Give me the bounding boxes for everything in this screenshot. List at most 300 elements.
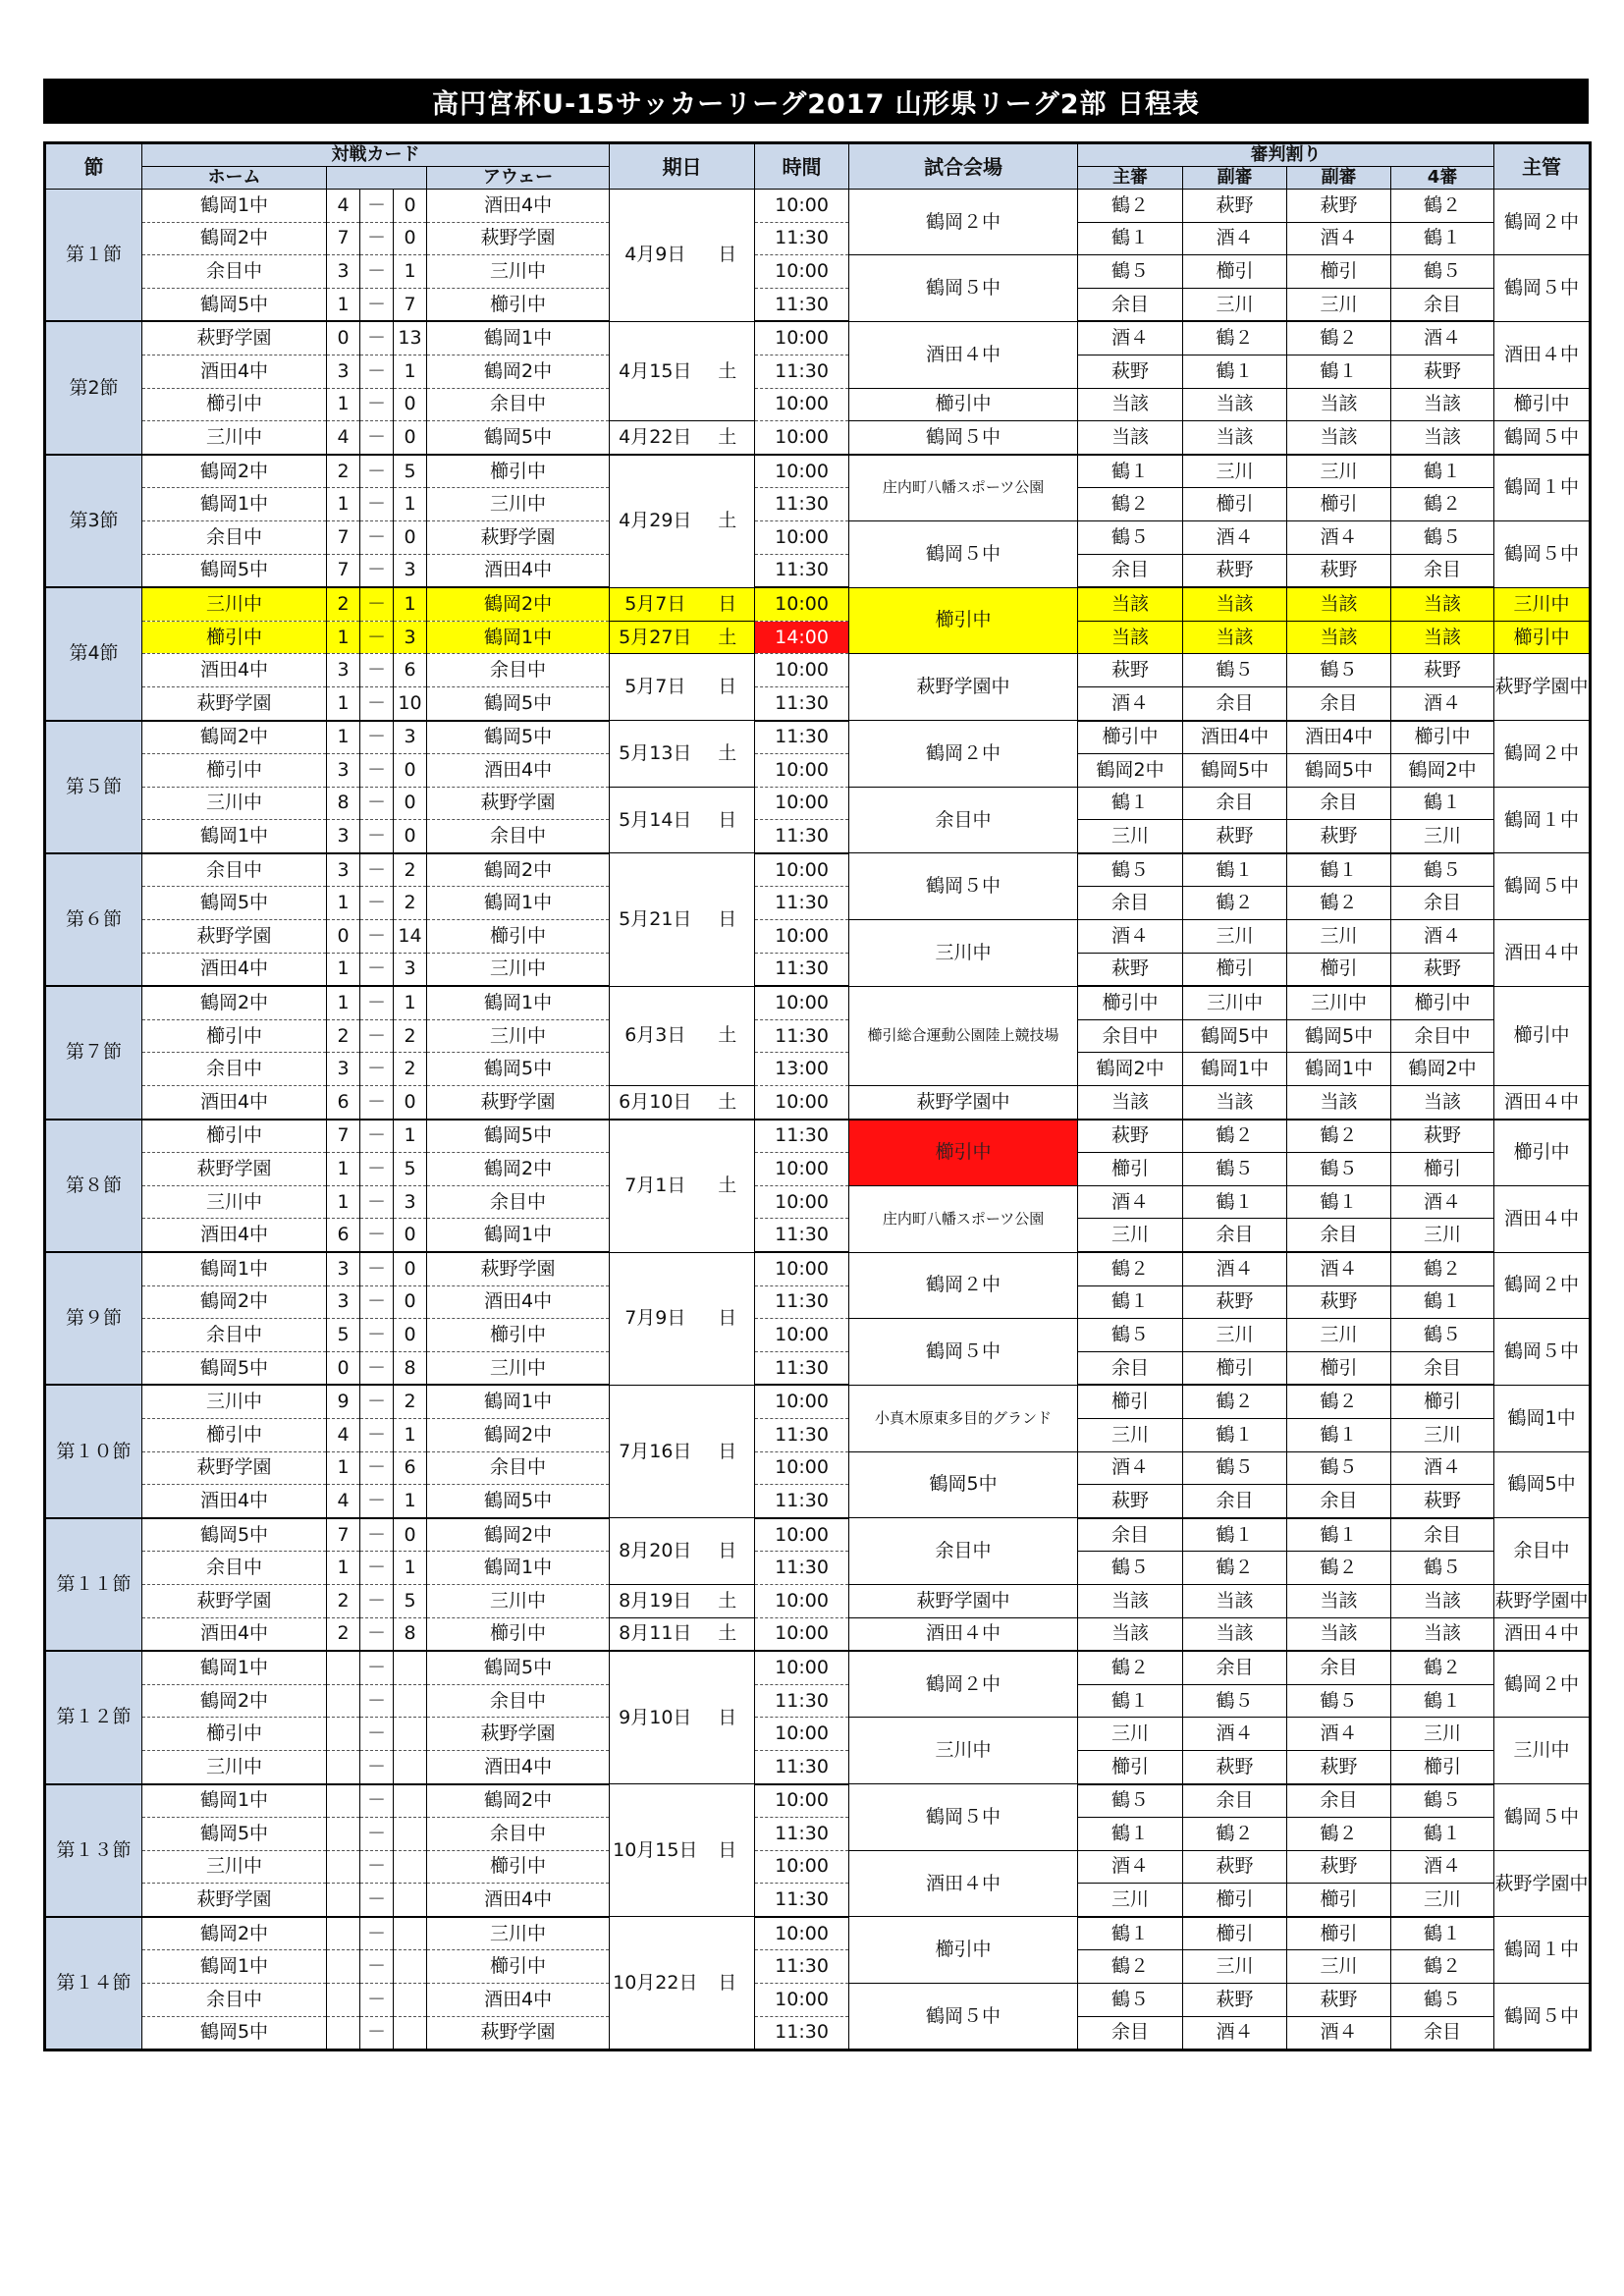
- home-team: 萩野学園: [142, 321, 327, 355]
- table-row: [45, 1950, 1591, 1984]
- away-team: 鶴岡5中: [427, 686, 610, 720]
- match-supervisor: 三川中: [1494, 1718, 1591, 1784]
- home-team: 萩野学園: [142, 920, 327, 954]
- assistant-referee-2: 鶴１: [1287, 355, 1391, 388]
- match-date: 4月9日: [610, 190, 701, 322]
- score-dash: －: [360, 388, 394, 421]
- main-referee: 鶴２: [1078, 488, 1183, 521]
- match-day: 土: [701, 455, 755, 587]
- match-venue: 萩野学園中: [849, 1086, 1078, 1120]
- home-score: 1: [327, 686, 360, 720]
- home-team: 鶴岡5中: [142, 288, 327, 321]
- match-day: 日: [701, 587, 755, 621]
- match-supervisor: 萩野学園中: [1494, 1584, 1591, 1617]
- assistant-referee-2: 当該: [1287, 587, 1391, 621]
- match-date: 5月7日: [610, 587, 701, 621]
- match-venue: 鶴岡５中: [849, 520, 1078, 587]
- home-score: 1: [327, 1451, 360, 1485]
- table-row: [45, 1917, 1591, 1950]
- match-time: 11:30: [755, 1552, 849, 1585]
- score-dash: －: [360, 222, 394, 255]
- away-score: 3: [394, 953, 427, 986]
- assistant-referee-2: 鶴２: [1287, 1818, 1391, 1851]
- main-referee: 櫛引中: [1078, 721, 1183, 754]
- fourth-official: 当該: [1391, 421, 1494, 455]
- match-day: 土: [701, 1120, 755, 1252]
- match-supervisor: 酒田４中: [1494, 920, 1591, 987]
- assistant-referee-1: 酒４: [1183, 2016, 1287, 2050]
- home-team: 余目中: [142, 1053, 327, 1086]
- home-score: 2: [327, 587, 360, 621]
- away-score: [394, 1984, 427, 2017]
- away-team: 鶴岡5中: [427, 1485, 610, 1518]
- match-time: 10:00: [755, 654, 849, 687]
- match-venue: 櫛引中: [849, 1120, 1078, 1186]
- fourth-official: 鶴２: [1391, 488, 1494, 521]
- home-score: 6: [327, 1219, 360, 1252]
- away-team: 余目中: [427, 1684, 610, 1718]
- main-referee: 鶴５: [1078, 1984, 1183, 2017]
- away-team: 酒田4中: [427, 1285, 610, 1319]
- away-score: 3: [394, 721, 427, 754]
- home-score: 3: [327, 355, 360, 388]
- table-row: [45, 1153, 1591, 1186]
- match-venue: 余目中: [849, 1518, 1078, 1585]
- table-row: [45, 1584, 1591, 1617]
- home-score: [327, 1818, 360, 1851]
- main-referee: 酒４: [1078, 1185, 1183, 1219]
- assistant-referee-1: 余目: [1183, 1784, 1287, 1818]
- match-day: 日: [701, 787, 755, 853]
- match-time: 11:30: [755, 488, 849, 521]
- assistant-referee-2: 萩野: [1287, 1750, 1391, 1783]
- assistant-referee-2: 萩野: [1287, 1285, 1391, 1319]
- home-score: 3: [327, 1252, 360, 1285]
- away-score: 2: [394, 1019, 427, 1053]
- main-referee: 鶴５: [1078, 1319, 1183, 1352]
- score-dash: －: [360, 1351, 394, 1385]
- away-score: 3: [394, 554, 427, 587]
- match-time: 11:30: [755, 1120, 849, 1153]
- home-score: 3: [327, 255, 360, 289]
- away-score: 0: [394, 222, 427, 255]
- fourth-official: 当該: [1391, 621, 1494, 654]
- main-referee: 萩野: [1078, 1120, 1183, 1153]
- assistant-referee-1: 酒４: [1183, 1718, 1287, 1751]
- away-score: 6: [394, 654, 427, 687]
- round-label: 第９節: [45, 1252, 142, 1385]
- score-dash: －: [360, 1552, 394, 1585]
- fourth-official: 櫛引: [1391, 1385, 1494, 1418]
- fourth-official: 余目: [1391, 2016, 1494, 2050]
- header-home: ホーム: [142, 167, 327, 190]
- score-dash: －: [360, 654, 394, 687]
- match-day: 日: [701, 654, 755, 721]
- match-time: 11:30: [755, 1750, 849, 1783]
- main-referee: 当該: [1078, 621, 1183, 654]
- main-referee: 鶴２: [1078, 190, 1183, 223]
- header-time: 時間: [755, 143, 849, 190]
- table-header: [45, 143, 1591, 190]
- assistant-referee-2: 鶴５: [1287, 654, 1391, 687]
- score-dash: －: [360, 853, 394, 887]
- assistant-referee-1: 萩野: [1183, 1984, 1287, 2017]
- away-team: 鶴岡5中: [427, 721, 610, 754]
- main-referee: 余目: [1078, 288, 1183, 321]
- away-score: [394, 1917, 427, 1950]
- header-round: 節: [45, 143, 142, 190]
- away-score: 0: [394, 1285, 427, 1319]
- match-day: 日: [701, 1651, 755, 1783]
- score-dash: －: [360, 1219, 394, 1252]
- main-referee: 鶴５: [1078, 853, 1183, 887]
- match-venue: 櫛引中: [849, 1917, 1078, 1984]
- match-time: 10:00: [755, 421, 849, 455]
- table-row: [45, 255, 1591, 289]
- match-time: 11:30: [755, 820, 849, 853]
- fourth-official: 余目: [1391, 288, 1494, 321]
- score-dash: －: [360, 255, 394, 289]
- assistant-referee-2: 櫛引: [1287, 953, 1391, 986]
- main-referee: 櫛引中: [1078, 986, 1183, 1019]
- away-team: 鶴岡1中: [427, 1552, 610, 1585]
- home-team: 櫛引中: [142, 621, 327, 654]
- header-score: [327, 167, 427, 190]
- away-team: 櫛引中: [427, 1950, 610, 1984]
- match-time: 11:30: [755, 1351, 849, 1385]
- away-team: 萩野学園: [427, 1718, 610, 1751]
- away-team: 余目中: [427, 1185, 610, 1219]
- fourth-official: 鶴５: [1391, 520, 1494, 554]
- fourth-official: 三川: [1391, 1219, 1494, 1252]
- home-team: 酒田4中: [142, 355, 327, 388]
- home-team: 鶴岡5中: [142, 1818, 327, 1851]
- main-referee: 萩野: [1078, 654, 1183, 687]
- main-referee: 三川: [1078, 820, 1183, 853]
- score-dash: －: [360, 1252, 394, 1285]
- away-team: 三川中: [427, 255, 610, 289]
- assistant-referee-1: 櫛引: [1183, 255, 1287, 289]
- home-team: 余目中: [142, 520, 327, 554]
- score-dash: －: [360, 288, 394, 321]
- assistant-referee-1: 萩野: [1183, 1285, 1287, 1319]
- match-time: 10:00: [755, 1451, 849, 1485]
- match-date: 4月29日: [610, 455, 701, 587]
- home-team: 鶴岡1中: [142, 1651, 327, 1684]
- away-team: 萩野学園: [427, 787, 610, 820]
- home-team: 萩野学園: [142, 1451, 327, 1485]
- match-time: 11:30: [755, 1285, 849, 1319]
- away-score: 14: [394, 920, 427, 954]
- match-day: 土: [701, 986, 755, 1085]
- home-score: [327, 1917, 360, 1950]
- score-dash: －: [360, 1385, 394, 1418]
- fourth-official: 鶴５: [1391, 1552, 1494, 1585]
- table-row: [45, 686, 1591, 720]
- away-score: 0: [394, 1219, 427, 1252]
- home-score: 7: [327, 554, 360, 587]
- match-venue: 鶴岡２中: [849, 190, 1078, 255]
- match-venue: 酒田４中: [849, 1617, 1078, 1651]
- table-row: [45, 1120, 1591, 1153]
- assistant-referee-2: 余目: [1287, 1651, 1391, 1684]
- assistant-referee-1: 鶴２: [1183, 1120, 1287, 1153]
- assistant-referee-2: 萩野: [1287, 1850, 1391, 1884]
- fourth-official: 余目中: [1391, 1019, 1494, 1053]
- away-team: 余目中: [427, 1451, 610, 1485]
- match-time: 13:00: [755, 1053, 849, 1086]
- match-time: 10:00: [755, 1651, 849, 1684]
- match-venue: 鶴岡２中: [849, 1651, 1078, 1718]
- away-team: 鶴岡2中: [427, 1518, 610, 1552]
- assistant-referee-2: 当該: [1287, 421, 1391, 455]
- home-score: [327, 1984, 360, 2017]
- table-row: [45, 587, 1591, 621]
- home-team: 鶴岡5中: [142, 554, 327, 587]
- fourth-official: 当該: [1391, 1584, 1494, 1617]
- main-referee: 酒４: [1078, 920, 1183, 954]
- home-score: 1: [327, 1185, 360, 1219]
- away-team: 萩野学園: [427, 2016, 610, 2050]
- home-team: 三川中: [142, 1750, 327, 1783]
- score-dash: －: [360, 355, 394, 388]
- score-dash: －: [360, 455, 394, 488]
- match-time: 10:00: [755, 754, 849, 788]
- assistant-referee-1: 酒田4中: [1183, 721, 1287, 754]
- match-time: 14:00: [755, 621, 849, 654]
- assistant-referee-1: 萩野: [1183, 1850, 1287, 1884]
- score-dash: －: [360, 754, 394, 788]
- assistant-referee-2: 鶴２: [1287, 887, 1391, 920]
- assistant-referee-2: 酒４: [1287, 222, 1391, 255]
- main-referee: 余目: [1078, 554, 1183, 587]
- table-row: [45, 1984, 1591, 2017]
- main-referee: 余目: [1078, 887, 1183, 920]
- score-dash: －: [360, 1818, 394, 1851]
- fourth-official: 当該: [1391, 587, 1494, 621]
- main-referee: 鶴５: [1078, 1552, 1183, 1585]
- score-dash: －: [360, 2016, 394, 2050]
- away-team: 鶴岡2中: [427, 355, 610, 388]
- match-venue: 萩野学園中: [849, 654, 1078, 721]
- assistant-referee-1: 鶴２: [1183, 321, 1287, 355]
- home-score: [327, 1684, 360, 1718]
- match-time: 11:30: [755, 1418, 849, 1451]
- away-team: 萩野学園: [427, 1252, 610, 1285]
- main-referee: 余目中: [1078, 1019, 1183, 1053]
- fourth-official: 鶴５: [1391, 853, 1494, 887]
- table-row: [45, 355, 1591, 388]
- match-date: 8月19日: [610, 1584, 701, 1617]
- table-row: [45, 1651, 1591, 1684]
- assistant-referee-1: 余目: [1183, 1485, 1287, 1518]
- away-team: 余目中: [427, 820, 610, 853]
- fourth-official: 鶴１: [1391, 1818, 1494, 1851]
- match-day: 日: [701, 1252, 755, 1385]
- assistant-referee-1: 鶴５: [1183, 1451, 1287, 1485]
- home-score: 1: [327, 1153, 360, 1186]
- away-score: [394, 1884, 427, 1917]
- away-score: 1: [394, 488, 427, 521]
- home-score: 2: [327, 1617, 360, 1651]
- main-referee: 三川: [1078, 1718, 1183, 1751]
- match-day: 土: [701, 621, 755, 654]
- away-score: 2: [394, 853, 427, 887]
- main-referee: 鶴１: [1078, 1285, 1183, 1319]
- away-team: 鶴岡2中: [427, 587, 610, 621]
- away-score: 5: [394, 1153, 427, 1186]
- home-score: 3: [327, 853, 360, 887]
- assistant-referee-1: 当該: [1183, 1584, 1287, 1617]
- away-score: 0: [394, 421, 427, 455]
- assistant-referee-1: 当該: [1183, 421, 1287, 455]
- score-dash: －: [360, 920, 394, 954]
- header-card: 対戦カード: [142, 143, 610, 167]
- assistant-referee-1: 萩野: [1183, 1750, 1287, 1783]
- main-referee: 鶴岡2中: [1078, 754, 1183, 788]
- match-time: 11:30: [755, 1950, 849, 1984]
- main-referee: 当該: [1078, 587, 1183, 621]
- assistant-referee-2: 当該: [1287, 1086, 1391, 1120]
- away-score: [394, 2016, 427, 2050]
- score-dash: －: [360, 1185, 394, 1219]
- home-team: 酒田4中: [142, 1086, 327, 1120]
- assistant-referee-1: 三川: [1183, 1319, 1287, 1352]
- assistant-referee-1: 鶴岡5中: [1183, 754, 1287, 788]
- match-day: 日: [701, 1917, 755, 2050]
- round-label: 第2節: [45, 321, 142, 454]
- header-fourth: 4審: [1391, 167, 1494, 190]
- table-row: [45, 953, 1591, 986]
- away-team: 櫛引中: [427, 1850, 610, 1884]
- home-score: 1: [327, 953, 360, 986]
- match-time: 11:30: [755, 1818, 849, 1851]
- assistant-referee-2: 櫛引: [1287, 1351, 1391, 1385]
- main-referee: 当該: [1078, 388, 1183, 421]
- match-supervisor: 鶴岡２中: [1494, 1651, 1591, 1718]
- away-team: 三川中: [427, 1019, 610, 1053]
- home-team: 萩野学園: [142, 686, 327, 720]
- home-score: 3: [327, 654, 360, 687]
- match-time: 11:30: [755, 887, 849, 920]
- away-score: 1: [394, 1552, 427, 1585]
- away-score: 13: [394, 321, 427, 355]
- home-team: 酒田4中: [142, 1617, 327, 1651]
- fourth-official: 鶴１: [1391, 1285, 1494, 1319]
- table-row: [45, 754, 1591, 788]
- away-score: 0: [394, 1252, 427, 1285]
- match-time: 10:00: [755, 787, 849, 820]
- main-referee: 鶴５: [1078, 520, 1183, 554]
- match-day: 土: [701, 421, 755, 455]
- fourth-official: 酒４: [1391, 1850, 1494, 1884]
- table-row: [45, 1219, 1591, 1252]
- match-supervisor: 酒田４中: [1494, 1086, 1591, 1120]
- match-date: 4月15日: [610, 321, 701, 420]
- home-score: [327, 1784, 360, 1818]
- home-team: 余目中: [142, 255, 327, 289]
- away-score: 0: [394, 1518, 427, 1552]
- match-venue: 萩野学園中: [849, 1584, 1078, 1617]
- home-score: 1: [327, 721, 360, 754]
- match-time: 10:00: [755, 1518, 849, 1552]
- score-dash: －: [360, 1784, 394, 1818]
- table-row: [45, 520, 1591, 554]
- match-venue: 三川中: [849, 1718, 1078, 1784]
- away-team: 鶴岡1中: [427, 321, 610, 355]
- home-score: [327, 1850, 360, 1884]
- fourth-official: 余目: [1391, 887, 1494, 920]
- assistant-referee-2: 鶴５: [1287, 1153, 1391, 1186]
- match-date: 5月13日: [610, 721, 701, 788]
- away-score: 1: [394, 1120, 427, 1153]
- away-score: 1: [394, 1485, 427, 1518]
- home-team: 三川中: [142, 787, 327, 820]
- home-score: 8: [327, 787, 360, 820]
- match-time: 10:00: [755, 1153, 849, 1186]
- assistant-referee-2: 萩野: [1287, 190, 1391, 223]
- main-referee: 萩野: [1078, 953, 1183, 986]
- match-supervisor: 鶴岡５中: [1494, 421, 1591, 455]
- assistant-referee-1: 鶴１: [1183, 853, 1287, 887]
- away-team: 萩野学園: [427, 520, 610, 554]
- score-dash: －: [360, 1451, 394, 1485]
- main-referee: 鶴１: [1078, 222, 1183, 255]
- assistant-referee-1: 鶴５: [1183, 1684, 1287, 1718]
- assistant-referee-2: 鶴岡1中: [1287, 1053, 1391, 1086]
- home-team: 鶴岡5中: [142, 887, 327, 920]
- match-date: 10月22日: [610, 1917, 701, 2050]
- main-referee: 当該: [1078, 421, 1183, 455]
- table-row: [45, 1185, 1591, 1219]
- home-team: 三川中: [142, 587, 327, 621]
- home-team: 櫛引中: [142, 1019, 327, 1053]
- home-team: 余目中: [142, 1984, 327, 2017]
- home-score: 3: [327, 1285, 360, 1319]
- away-team: 櫛引中: [427, 1319, 610, 1352]
- score-dash: －: [360, 520, 394, 554]
- home-score: 4: [327, 1418, 360, 1451]
- match-time: 10:00: [755, 853, 849, 887]
- match-supervisor: 酒田４中: [1494, 321, 1591, 388]
- fourth-official: 鶴２: [1391, 1950, 1494, 1984]
- away-team: 酒田4中: [427, 1750, 610, 1783]
- match-day: 日: [701, 190, 755, 322]
- match-venue: 鶴岡5中: [849, 1451, 1078, 1518]
- match-date: 4月22日: [610, 421, 701, 455]
- home-team: 三川中: [142, 1850, 327, 1884]
- home-score: 4: [327, 1485, 360, 1518]
- assistant-referee-2: 酒田4中: [1287, 721, 1391, 754]
- away-score: 0: [394, 754, 427, 788]
- away-score: 1: [394, 986, 427, 1019]
- assistant-referee-1: 鶴岡1中: [1183, 1053, 1287, 1086]
- home-team: 櫛引中: [142, 1718, 327, 1751]
- assistant-referee-1: 当該: [1183, 621, 1287, 654]
- match-day: 日: [701, 1385, 755, 1517]
- table-row: [45, 1718, 1591, 1751]
- main-referee: 当該: [1078, 1617, 1183, 1651]
- assistant-referee-2: 三川: [1287, 288, 1391, 321]
- score-dash: －: [360, 1984, 394, 2017]
- main-referee: 櫛引: [1078, 1385, 1183, 1418]
- assistant-referee-1: 櫛引: [1183, 1884, 1287, 1917]
- home-team: 鶴岡1中: [142, 190, 327, 223]
- home-score: [327, 1750, 360, 1783]
- match-supervisor: 櫛引中: [1494, 1120, 1591, 1186]
- score-dash: －: [360, 1917, 394, 1950]
- table-row: [45, 853, 1591, 887]
